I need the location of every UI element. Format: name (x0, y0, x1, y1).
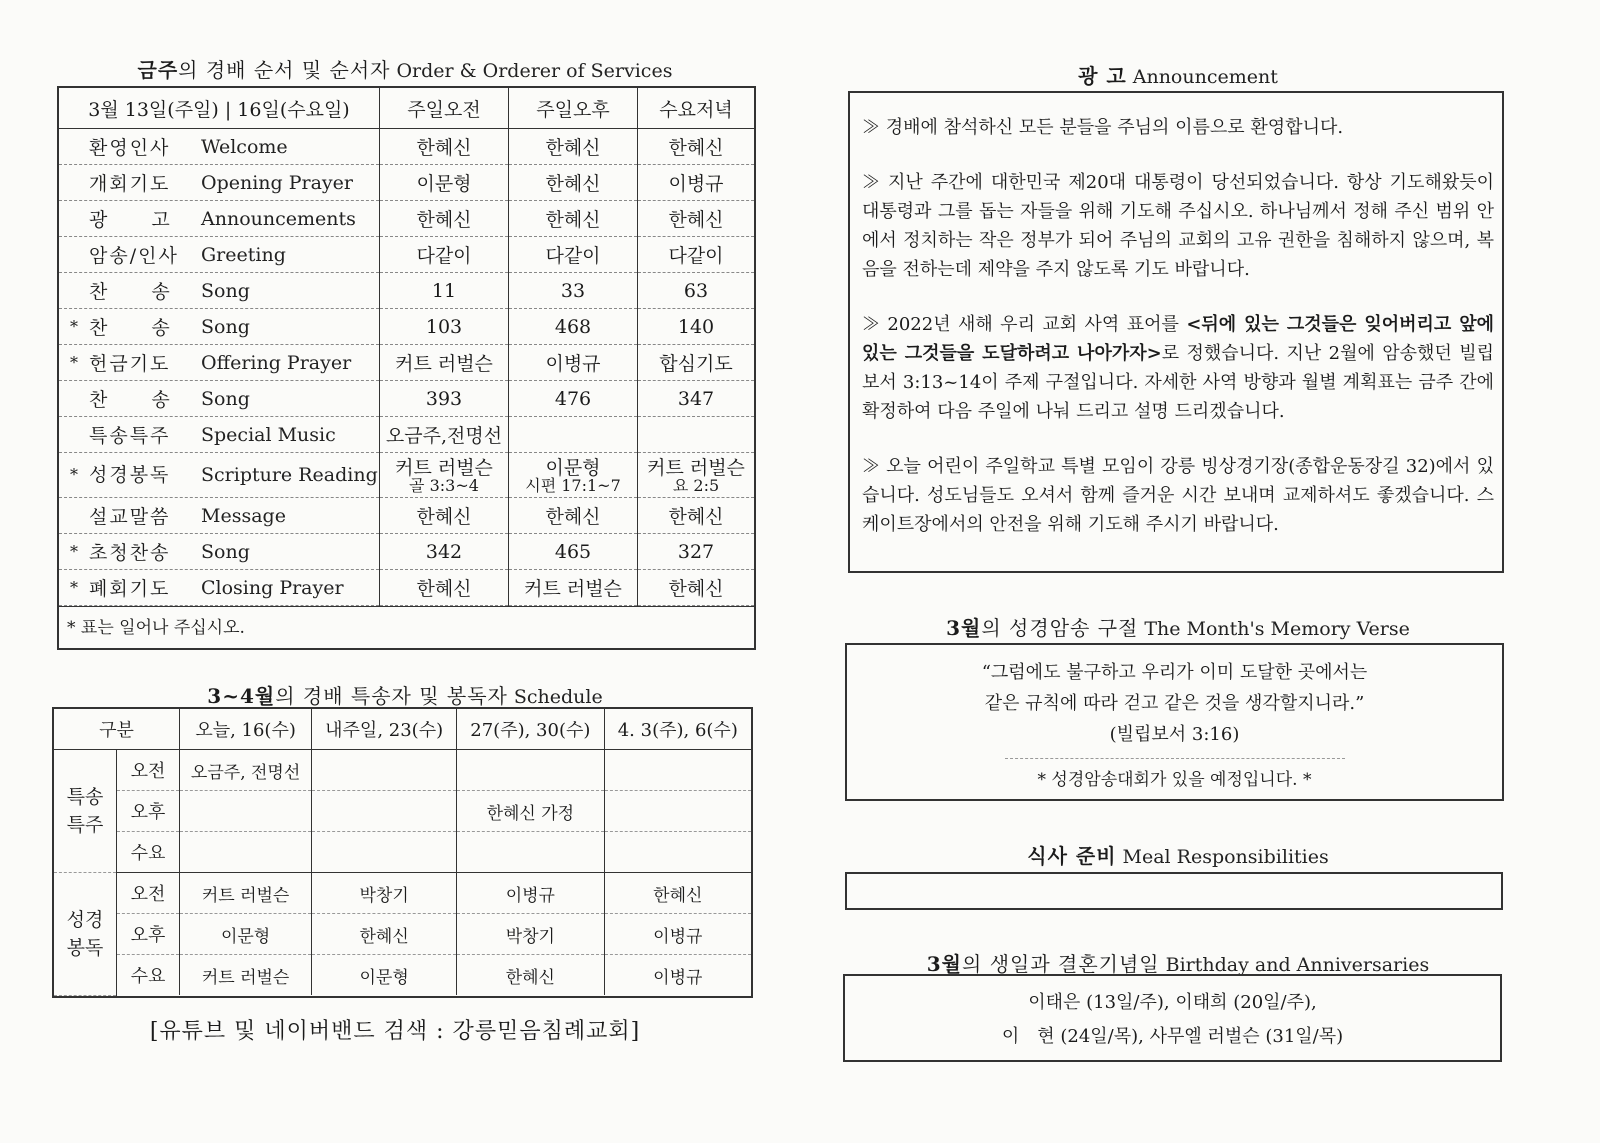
schedule-table (52, 707, 753, 998)
order-cell: 327 (638, 534, 755, 570)
schedule-cell: 한혜신 (604, 873, 751, 914)
order-cell: 다같이 (509, 237, 638, 273)
standing-marker: * (70, 465, 78, 484)
schedule-time-label: 오후 (117, 791, 180, 832)
schedule-cell (604, 791, 751, 832)
schedule-cell: 이문형 (180, 914, 312, 955)
order-row (59, 273, 754, 309)
standing-marker: * (70, 317, 78, 336)
schedule-cell (180, 832, 312, 873)
schedule-cell (604, 750, 751, 791)
meal-box (845, 872, 1503, 910)
verse-note: * 성경암송대회가 있을 예정입니다. * (1037, 770, 1312, 790)
order-cell: 한혜신 (380, 129, 509, 165)
order-cell: 한혜신 (638, 498, 755, 534)
order-cell (509, 417, 638, 453)
schedule-cell: 이병규 (457, 873, 605, 914)
schedule-time-label: 오전 (117, 873, 180, 914)
schedule-cell (457, 832, 605, 873)
schedule-cell: 이문형 (312, 955, 457, 996)
order-cell: 한혜신 (380, 201, 509, 237)
order-cell: 11 (380, 273, 509, 309)
schedule-cell: 이병규 (604, 914, 751, 955)
birthday-line: 이태은 (13일/주), 이태희 (20일/주), (1028, 992, 1317, 1013)
order-row (59, 309, 754, 345)
divider (1005, 758, 1345, 759)
order-item-label: * 헌금기도 Offering Prayer (59, 345, 380, 381)
schedule-cell (312, 791, 457, 832)
schedule-row (54, 873, 751, 914)
order-cell: 140 (638, 309, 755, 345)
order-row (59, 534, 754, 570)
schedule-cell: 커트 러벌슨 (180, 955, 312, 996)
order-cell: 다같이 (638, 237, 755, 273)
order-item-label: * 폐회기도 Closing Prayer (59, 570, 380, 606)
schedule-cell (457, 750, 605, 791)
order-cell: 커트 러벌슨 골 3:3~4 (380, 453, 509, 498)
schedule-row (54, 832, 751, 873)
schedule-section-title: 3~4월의 경배 특송자 및 봉독자 Schedule (207, 684, 603, 708)
announcement-title: 광 고 Announcement (1078, 64, 1278, 88)
order-cell: 오금주,전명선 (380, 417, 509, 453)
order-cell: 한혜신 (509, 129, 638, 165)
order-cell: 468 (509, 309, 638, 345)
schedule-cell: 한혜신 (457, 955, 605, 996)
announcement-item: ≫ 지난 주간에 대한민국 제20대 대통령이 당선되었습니다. 항상 기도해왔듯이 대통령과 그를 돕는 자들을 위해 기도해 주십시오. 하나님께서 정해 주신 범위 안에서 정치하는 작은 정부가 되어 주님의 교회의 고유 권한을 침해하지 않으며, 복음을 전하는데 제약을 주지 않도록 기도 바랍니다. (862, 172, 1494, 280)
schedule-cell: 커트 러벌슨 (180, 873, 312, 914)
order-item-label: 설교말씀 Message (59, 498, 380, 534)
schedule-time-label: 오후 (117, 914, 180, 955)
order-cell: 커트 러벌슨 (509, 570, 638, 606)
order-cell: 103 (380, 309, 509, 345)
order-cell: 33 (509, 273, 638, 309)
order-cell: 한혜신 (509, 498, 638, 534)
order-row (59, 165, 754, 201)
schedule-row (54, 914, 751, 955)
schedule-cell: 오금주, 전명선 (180, 750, 312, 791)
schedule-cell (312, 750, 457, 791)
order-cell: 347 (638, 381, 755, 417)
order-row (59, 417, 754, 453)
order-row (59, 201, 754, 237)
verse-reference: (빌립보서 3:16) (1109, 724, 1240, 745)
schedule-time-label: 수요 (117, 955, 180, 996)
order-cell: 이병규 (509, 345, 638, 381)
verse-line: 같은 규칙에 따라 걷고 같은 것을 생각할지니라.” (984, 693, 1365, 714)
order-row (59, 453, 754, 498)
order-item-label: 특송특주 Special Music (59, 417, 380, 453)
meal-title: 식사 준비 Meal Responsibilities (1027, 844, 1329, 868)
order-cell: 한혜신 (509, 201, 638, 237)
order-cell: 이병규 (638, 165, 755, 201)
order-cell: 465 (509, 534, 638, 570)
order-cell: 63 (638, 273, 755, 309)
order-cell: 한혜신 (380, 570, 509, 606)
schedule-cell (312, 832, 457, 873)
order-date-header: 3월 13일(주일) | 16일(수요일) (59, 88, 380, 129)
order-cell: 이문형 (380, 165, 509, 201)
schedule-header-week2: 내주일, 23(수) (312, 709, 457, 750)
order-row (59, 498, 754, 534)
announcement-item: ≫ 오늘 어린이 주일학교 특별 모임이 강릉 빙상경기장(종합운동장길 32)에서 있습니다. 성도님들도 오셔서 함께 즐거운 시간 보내며 교제하셔도 좋겠습니다. 스케이트장에서의 안전을 위해 기도해 주시기 바랍니다. (862, 456, 1494, 535)
order-item-label: * 찬 송 Song (59, 309, 380, 345)
order-row (59, 129, 754, 165)
order-cell: 합심기도 (638, 345, 755, 381)
order-cell: 한혜신 (380, 498, 509, 534)
col-sunday-pm: 주일오후 (509, 88, 638, 129)
schedule-cell: 한혜신 가정 (457, 791, 605, 832)
schedule-time-label: 수요 (117, 832, 180, 873)
order-cell: 342 (380, 534, 509, 570)
order-cell: 커트 러벌슨 (380, 345, 509, 381)
order-cell: 한혜신 (638, 129, 755, 165)
order-item-label: * 성경봉독 Scripture Reading (59, 453, 380, 498)
announcement-item: ≫ 경배에 참석하신 모든 분들을 주님의 이름으로 환영합니다. (862, 117, 1344, 138)
order-cell: 393 (380, 381, 509, 417)
schedule-cell: 이병규 (653, 967, 703, 988)
schedule-row (54, 791, 751, 832)
schedule-group-label: 성경 봉독 (54, 873, 117, 996)
order-row (59, 381, 754, 417)
order-row (59, 237, 754, 273)
search-notice: [유튜브 및 네이버밴드 검색 : 강릉믿음침례교회] (149, 1019, 641, 1044)
order-cell: 커트 러벌슨 요 2:5 (638, 453, 755, 498)
order-item-label: 찬 송 Song (59, 381, 380, 417)
order-row (59, 345, 754, 381)
order-of-service-table (57, 86, 756, 650)
order-cell: 다같이 (380, 237, 509, 273)
announcement-item: ≫ 2022년 새해 우리 교회 사역 표어를 <뒤에 있는 그것들은 잊어버리고 앞에 있는 그것들을 도달하려고 나아가자>로 정했습니다. 지난 2월에 암송했던 빌립보서 3:13~14이 주제 구절입니다. 자세한 사역 방향과 월별 계획표는 금주 간에 확정하여 다음 주일에 나눠 드리고 설명 드리겠습니다. (862, 314, 1495, 422)
order-item-label: 찬 송 Song (59, 273, 380, 309)
schedule-time-label: 오전 (117, 750, 180, 791)
order-item-label: 광 고 Announcements (59, 201, 380, 237)
birthday-line: 이 현 (24일/목), 사무엘 러벌슨 (31일/목) (1001, 1026, 1344, 1047)
standing-marker: * (70, 542, 78, 561)
birthday-title: 3월의 생일과 결혼기념일 Birthday and Anniversaries (926, 952, 1430, 976)
order-section-title: 금주의 경배 순서 및 순서자 Order & Orderer of Services (137, 58, 673, 82)
order-item-label: 개회기도 Opening Prayer (59, 165, 380, 201)
schedule-cell (180, 791, 312, 832)
schedule-header-week3: 27(주), 30(수) (457, 709, 605, 750)
memory-verse-box (845, 643, 1504, 801)
memory-verse-title: 3월의 성경암송 구절 The Month's Memory Verse (946, 616, 1410, 640)
schedule-cell: 박창기 (312, 873, 457, 914)
schedule-cell: 박창기 (457, 914, 605, 955)
standing-marker: * (70, 578, 78, 597)
standing-marker: * (70, 353, 78, 372)
col-wednesday-pm: 수요저녁 (638, 88, 755, 129)
schedule-cell (604, 832, 751, 873)
schedule-group-label: 특송 특주 (54, 750, 117, 873)
schedule-header-week1: 오늘, 16(수) (180, 709, 312, 750)
schedule-cell: 한혜신 (312, 914, 457, 955)
order-cell: 한혜신 (509, 165, 638, 201)
schedule-row (54, 955, 751, 996)
order-item-label: 환영인사 Welcome (59, 129, 380, 165)
order-cell: 한혜신 (638, 201, 755, 237)
order-footnote: * 표는 일어나 주십시오. (59, 606, 754, 648)
schedule-header-category: 구분 (54, 709, 180, 750)
verse-line: “그럼에도 불구하고 우리가 이미 도달한 곳에서는 (981, 662, 1368, 683)
order-cell: 한혜신 (638, 570, 755, 606)
order-cell (638, 417, 755, 453)
order-item-label: 암송/인사 Greeting (59, 237, 380, 273)
order-cell: 476 (509, 381, 638, 417)
schedule-header-week4: 4. 3(주), 6(수) (604, 709, 751, 750)
order-cell: 이문형 시편 17:1~7 (509, 453, 638, 498)
order-row (59, 570, 754, 606)
schedule-row (54, 750, 751, 791)
col-sunday-am: 주일오전 (380, 88, 509, 129)
announcement-box (848, 91, 1504, 573)
birthday-box (843, 974, 1502, 1062)
order-item-label: * 초청찬송 Song (59, 534, 380, 570)
